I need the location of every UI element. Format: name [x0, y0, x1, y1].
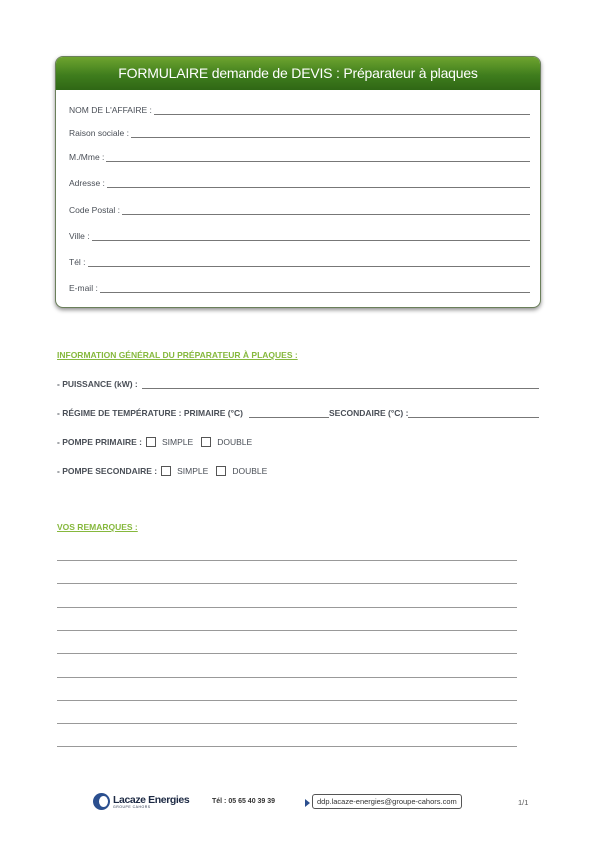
puissance-line[interactable]	[142, 380, 539, 389]
simple-label: SIMPLE	[177, 466, 209, 476]
field-line[interactable]	[100, 284, 530, 293]
pompe-secondaire-double-checkbox[interactable]	[216, 466, 226, 476]
field-code-postal[interactable]	[69, 205, 530, 215]
field-line[interactable]	[154, 106, 530, 115]
field-email[interactable]	[69, 283, 530, 293]
remark-line[interactable]	[57, 607, 517, 608]
pompe-secondaire-simple-checkbox[interactable]	[161, 466, 171, 476]
pompe-secondaire-label: - POMPE SECONDAIRE :	[57, 466, 158, 476]
remark-line[interactable]	[57, 746, 517, 747]
field-line[interactable]	[92, 232, 530, 241]
puissance-label: - PUISSANCE (kW) :	[57, 379, 138, 389]
field-tel[interactable]	[69, 257, 530, 267]
primaire-line[interactable]	[249, 409, 329, 418]
field-line[interactable]	[131, 129, 530, 138]
logo-mark-icon	[93, 793, 110, 810]
secondaire-line[interactable]	[408, 409, 539, 418]
page-number: 1/1	[518, 798, 529, 807]
footer-tel: Tél : 05 65 40 39 39	[212, 798, 276, 805]
field-label: E-mail :	[69, 283, 98, 293]
form-title: FORMULAIRE demande de DEVIS : Préparateur à plaques	[56, 57, 540, 90]
pompe-secondaire-row	[57, 466, 267, 476]
pompe-primaire-simple-checkbox[interactable]	[146, 437, 156, 447]
field-adresse[interactable]	[69, 178, 530, 188]
remark-line[interactable]	[57, 677, 517, 678]
brand-name: Lacaze Energies	[113, 793, 190, 806]
footer	[0, 793, 595, 813]
field-label: Raison sociale :	[69, 128, 130, 138]
footer-email[interactable]: ddp.lacaze-energies@groupe-cahors.com	[312, 794, 462, 809]
field-line[interactable]	[88, 258, 530, 267]
field-label: Ville :	[69, 231, 90, 241]
brand-logo	[93, 793, 189, 810]
field-line[interactable]	[106, 153, 530, 162]
field-label: M./Mme :	[69, 152, 105, 162]
double-label: DOUBLE	[217, 437, 253, 447]
regime-label: - RÉGIME DE TEMPÉRATURE : PRIMAIRE (°C)	[57, 408, 243, 418]
field-raison-sociale[interactable]	[69, 128, 530, 138]
brand-sub: GROUPE CAHORS	[113, 804, 151, 809]
puissance-row[interactable]	[57, 379, 539, 389]
remark-line[interactable]	[57, 700, 517, 701]
remark-line[interactable]	[57, 583, 517, 584]
double-label: DOUBLE	[232, 466, 268, 476]
field-label: NOM DE L'AFFAIRE :	[69, 105, 152, 115]
remark-line[interactable]	[57, 560, 517, 561]
field-ville[interactable]	[69, 231, 530, 241]
simple-label: SIMPLE	[162, 437, 194, 447]
quote-form-card	[55, 56, 541, 308]
field-civilite[interactable]	[69, 152, 530, 162]
field-nom-affaire[interactable]	[69, 105, 530, 115]
info-section-title: INFORMATION GÉNÉRAL DU PRÉPARATEUR À PLAQUES :	[57, 350, 298, 360]
secondaire-label: SECONDAIRE (°C) :	[329, 408, 409, 418]
pompe-primaire-row	[57, 437, 252, 447]
regime-row[interactable]	[57, 408, 539, 418]
arrow-right-icon	[305, 799, 310, 807]
remark-line[interactable]	[57, 630, 517, 631]
pompe-primaire-label: - POMPE PRIMAIRE :	[57, 437, 143, 447]
field-label: Tél :	[69, 257, 86, 267]
remark-line[interactable]	[57, 653, 517, 654]
brand-wordmark	[113, 795, 189, 809]
pompe-primaire-double-checkbox[interactable]	[201, 437, 211, 447]
remarques-section-title: VOS REMARQUES :	[57, 522, 138, 532]
field-label: Code Postal :	[69, 205, 121, 215]
field-line[interactable]	[107, 179, 530, 188]
remark-line[interactable]	[57, 723, 517, 724]
field-label: Adresse :	[69, 178, 105, 188]
field-line[interactable]	[122, 206, 530, 215]
